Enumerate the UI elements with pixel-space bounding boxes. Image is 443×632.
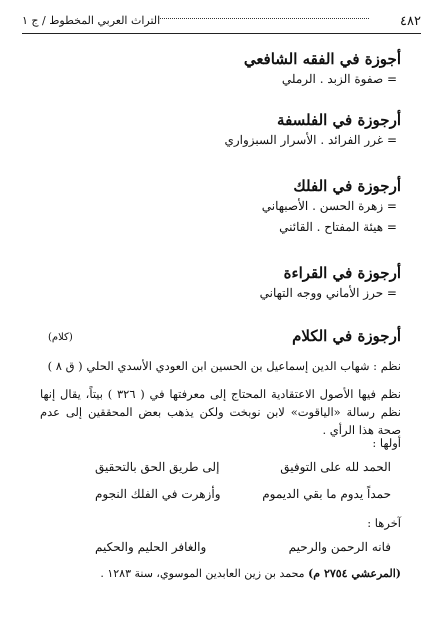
section-entry: = حرز الأماني ووجه التهاني [259,286,397,300]
section-shafii [40,49,401,90]
verse-hemistich: والغافر الحليم والحكيم [95,540,207,554]
section-heading: أرجوزة في الفلك [293,177,401,195]
section-heading: أجوزة في الفقه الشافعي [243,50,401,68]
header-title: التراث العربي المخطوط / ج ١ [22,14,161,27]
author-line: نظم : شهاب الدين إسماعيل بن الحسين ابن العودي الأسدي الحلي ( ق ٨ ) [47,359,401,373]
copyist-note: محمد بن زين العابدين الموسوي، سنة ١٢٨٣ . [100,567,309,580]
verse-hemistich: حمداً يدوم ما بقي الديموم [262,487,391,501]
subject-label: (كلام) [48,332,73,343]
section-entry: = غرر الفرائد . الأسرار السبزواري [224,133,397,147]
section-entry: = صفوة الزبد . الرملي [281,72,397,86]
section-heading: أرجوزة في القراءة [283,264,401,282]
verse-hemistich: فانه الرحمن والرحيم [288,540,391,554]
section-recitation [40,263,401,304]
page-number: ٤٨٢ [400,14,421,29]
section-astronomy [40,176,401,238]
last-verses-label: آخرها : [367,516,401,530]
header-rule [22,33,421,34]
section-philosophy [40,110,401,151]
section-heading: أرجوزة في الفلسفة [277,111,401,129]
verse-hemistich: إلى طريق الحق بالتحقيق [95,460,220,474]
running-header [22,10,421,32]
description-paragraph: نظم فيها الأصول الاعتقادية المحتاج إلى معرفتها في ( ٣٢٦ ) بيتاً، يقال إنها نظم رسالة «الياقوت» لابن نوبخت ولكن يذهب بعض المحققين إلى عدم صحة هذا الرأي . [40,387,402,437]
first-verses-label: أولها : [372,436,401,450]
verse-hemistich: الحمد لله على التوفيق [280,460,391,474]
verse-hemistich: وأزهرت في الفلك النجوم [95,487,221,501]
section-entry: = هيئة المفتاح . القائني [279,220,397,234]
section-heading: أرجوزة في الكلام [292,327,401,345]
dotted-leader [160,18,369,19]
section-kalam [40,326,401,346]
closing-note [40,567,401,580]
manuscript-reference: (المرعشي ٢٧٥٤ م) [308,567,401,580]
section-entry: = زهرة الحسن . الأصبهاني [261,199,397,213]
